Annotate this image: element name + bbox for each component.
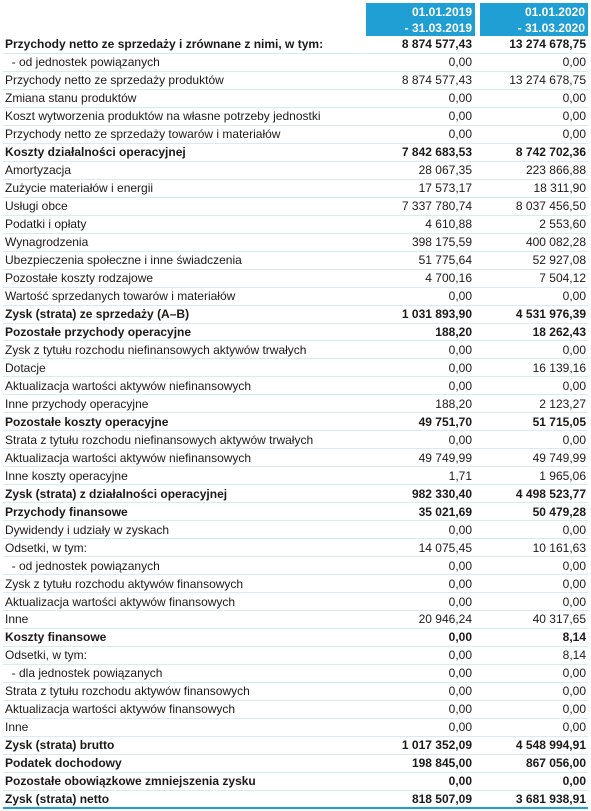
row-label: Wartość sprzedanych towarów i materiałów (5, 289, 236, 304)
value-2019: 0,00 (448, 109, 472, 124)
row-label: Przychody netto ze sprzedaży i zrównane z nimi, w tym: (5, 37, 324, 52)
value-2020: 4 531 976,39 (515, 307, 586, 322)
value-2019: 4 610,88 (425, 217, 472, 232)
row-label: Aktualizacja wartości aktywów niefinansowych (5, 378, 252, 393)
value-2020: 10 161,63 (532, 540, 586, 555)
row-label: Przychody netto ze sprzedaży towarów i materiałów (5, 127, 281, 142)
table-row (3, 449, 588, 467)
value-2020: 40 317,65 (532, 612, 586, 627)
table-row (3, 575, 588, 593)
table-row (3, 377, 588, 395)
value-2020: 13 274 678,75 (509, 73, 586, 88)
table-row (3, 36, 588, 54)
value-2019: 0,00 (448, 720, 472, 735)
table-row (3, 252, 588, 270)
table-row (3, 288, 588, 306)
row-label: Dotacje (5, 360, 46, 375)
value-2020: 4 548 994,91 (515, 738, 586, 753)
table-row (3, 162, 588, 180)
row-label: Zysk (strata) ze sprzedaży (A–B) (5, 307, 190, 322)
value-2020: 223 866,88 (525, 163, 586, 178)
value-2020: 0,00 (562, 576, 586, 591)
value-2019: 49 749,99 (418, 450, 472, 465)
row-label: Koszty działalności operacyjnej (5, 145, 186, 160)
row-label: - od jednostek powiązanych (5, 558, 160, 573)
table-row (3, 593, 588, 611)
table-row (3, 665, 588, 683)
table-row (3, 234, 588, 252)
table-row (3, 198, 588, 216)
value-2020: 18 311,90 (533, 181, 586, 196)
row-label: Koszt wytworzenia produktów na własne potrzeby jednostki (5, 109, 321, 124)
table-row (3, 359, 588, 377)
value-2020: 8 037 456,50 (515, 199, 586, 214)
table-row (3, 521, 588, 539)
table-row (3, 324, 588, 342)
table-row (3, 791, 588, 809)
row-label: Przychody netto ze sprzedaży produktów (5, 73, 224, 88)
row-label: Strata z tytułu rozchodu aktywów finansowych (5, 684, 250, 699)
row-label: Koszty finansowe (5, 630, 107, 645)
table-header (3, 3, 591, 36)
row-label: Zysk (strata) brutto (5, 738, 115, 753)
value-2019: 4 700,16 (425, 271, 472, 286)
row-label: - od jednostek powiązanych (5, 55, 160, 70)
value-2020: 867 056,00 (525, 756, 586, 771)
value-2020: 4 498 523,77 (515, 486, 586, 501)
row-label: Strata z tytułu rozchodu niefinansowych aktywów trwałych (5, 432, 314, 447)
value-2020: 0,00 (562, 432, 586, 447)
table-row (3, 72, 588, 90)
value-2019: 0,00 (448, 702, 472, 717)
value-2019: 188,20 (435, 396, 472, 411)
row-label: Przychody finansowe (5, 504, 128, 519)
row-label: Podatki i opłaty (5, 217, 87, 232)
table-row (3, 485, 588, 503)
value-2020: 0,00 (562, 702, 586, 717)
row-label: Zysk (strata) z działalności operacyjnej (5, 486, 228, 501)
row-label: Dywidendy i udziały w zyskach (5, 522, 170, 537)
row-label: Pozostałe przychody operacyjne (5, 324, 192, 339)
header-label-spacer (3, 3, 366, 36)
row-label: Wynagrodzenia (5, 235, 89, 250)
table-row (3, 467, 588, 485)
value-2020: 0,00 (562, 378, 586, 393)
row-label: Aktualizacja wartości aktywów finansowych (5, 702, 236, 717)
value-2019: 0,00 (448, 666, 472, 681)
value-2019: 0,00 (448, 432, 472, 447)
period-end-2020: - 31.03.2020 (517, 20, 585, 35)
table-row (3, 413, 588, 431)
value-2019: 1 017 352,09 (401, 738, 472, 753)
value-2020: 0,00 (562, 774, 586, 789)
value-2019: 198 845,00 (411, 756, 472, 771)
table-row (3, 54, 588, 72)
value-2019: 0,00 (448, 127, 472, 142)
period-start-2019: 01.01.2019 (411, 4, 472, 19)
row-label: Inne przychody operacyjne (5, 396, 149, 411)
value-2020: 0,00 (562, 127, 586, 142)
value-2019: 0,00 (448, 630, 472, 645)
value-2019: 982 330,40 (411, 486, 472, 501)
row-label: Pozostałe koszty operacyjne (5, 414, 169, 429)
value-2019: 398 175,59 (411, 235, 472, 250)
value-2019: 0,00 (448, 55, 472, 70)
table-row (3, 341, 588, 359)
value-2020: 3 681 938,91 (515, 791, 586, 806)
row-label: Zysk z tytułu rozchodu aktywów finansowych (5, 576, 244, 591)
value-2020: 49 749,99 (532, 450, 586, 465)
row-label: Aktualizacja wartości aktywów finansowych (5, 594, 236, 609)
table-row (3, 773, 588, 791)
table-row (3, 737, 588, 755)
value-2020: 0,00 (562, 666, 586, 681)
row-label: Zużycie materiałów i energii (5, 181, 154, 196)
table-row (3, 629, 588, 647)
period-header-2019 (366, 3, 475, 36)
table-row (3, 701, 588, 719)
table-row (3, 216, 588, 234)
table-row (3, 108, 588, 126)
table-row (3, 611, 588, 629)
value-2020: 0,00 (562, 109, 586, 124)
value-2020: 18 262,43 (532, 324, 586, 339)
value-2020: 13 274 678,75 (509, 37, 586, 52)
value-2020: 0,00 (562, 342, 586, 357)
value-2019: 14 075,45 (418, 540, 472, 555)
period-end-2019: - 31.03.2019 (404, 20, 472, 35)
value-2019: 0,00 (448, 774, 472, 789)
value-2019: 1,71 (448, 468, 472, 483)
value-2019: 0,00 (448, 378, 472, 393)
row-label: Odsetki, w tym: (5, 540, 88, 555)
value-2019: 49 751,70 (418, 414, 472, 429)
value-2019: 0,00 (448, 594, 472, 609)
value-2020: 51 715,05 (532, 414, 586, 429)
value-2019: 28 067,35 (418, 163, 472, 178)
value-2019: 7 842 683,53 (401, 145, 472, 160)
row-label: Podatek dochodowy (5, 756, 122, 771)
value-2020: 2 123,27 (539, 396, 586, 411)
value-2019: 0,00 (448, 522, 472, 537)
table-row (3, 90, 588, 108)
row-label: Zmiana stanu produktów (5, 91, 137, 106)
table-row (3, 719, 588, 737)
row-label: Usługi obce (5, 199, 68, 214)
table-row (3, 180, 588, 198)
table-row (3, 755, 588, 773)
value-2020: 0,00 (562, 720, 586, 735)
value-2019: 0,00 (448, 558, 472, 573)
value-2019: 0,00 (448, 684, 472, 699)
row-label: Zysk (strata) netto (5, 791, 110, 806)
row-label: Ubezpieczenia społeczne i inne świadczenia (5, 253, 242, 268)
table-row (3, 270, 588, 288)
table-row (3, 683, 588, 701)
value-2020: 0,00 (562, 594, 586, 609)
table-body (0, 36, 591, 809)
table-row (3, 431, 588, 449)
value-2020: 1 965,06 (539, 468, 586, 483)
row-label: Pozostałe obowiązkowe zmniejszenia zysku (5, 774, 256, 789)
value-2019: 7 337 780,74 (401, 199, 472, 214)
value-2019: 20 946,24 (418, 612, 472, 627)
value-2020: 7 504,12 (539, 271, 586, 286)
table-row (3, 395, 588, 413)
value-2020: 0,00 (562, 684, 586, 699)
value-2020: 0,00 (562, 558, 586, 573)
value-2019: 0,00 (448, 648, 472, 663)
value-2019: 0,00 (448, 289, 472, 304)
value-2019: 35 021,69 (418, 504, 472, 519)
row-label: Aktualizacja wartości aktywów niefinansowych (5, 450, 252, 465)
table-row (3, 503, 588, 521)
row-label: Pozostałe koszty rodzajowe (5, 271, 154, 286)
value-2019: 0,00 (448, 576, 472, 591)
value-2020: 0,00 (562, 522, 586, 537)
row-label: Zysk z tytułu rozchodu niefinansowych aktywów trwałych (5, 342, 307, 357)
value-2020: 50 479,28 (532, 504, 586, 519)
value-2019: 0,00 (448, 91, 472, 106)
row-label: Inne koszty operacyjne (5, 468, 128, 483)
value-2020: 52 927,08 (532, 253, 586, 268)
value-2020: 8,14 (562, 630, 586, 645)
value-2019: 17 573,17 (418, 181, 472, 196)
value-2020: 2 553,60 (539, 217, 586, 232)
value-2019: 818 507,09 (411, 791, 472, 806)
value-2020: 8 742 702,36 (515, 145, 586, 160)
value-2020: 400 082,28 (525, 235, 586, 250)
table-row (3, 557, 588, 575)
value-2019: 8 874 577,43 (401, 73, 472, 88)
value-2019: 0,00 (448, 360, 472, 375)
value-2020: 0,00 (562, 55, 586, 70)
value-2020: 16 139,16 (532, 360, 586, 375)
table-row (3, 539, 588, 557)
value-2019: 51 775,64 (418, 253, 472, 268)
table-row (3, 306, 588, 324)
value-2019: 0,00 (448, 342, 472, 357)
row-label: Inne (5, 612, 29, 627)
value-2020: 0,00 (562, 91, 586, 106)
table-row (3, 647, 588, 665)
row-label: - dla jednostek powiązanych (5, 666, 163, 681)
period-header-2020 (480, 3, 588, 36)
table-row (3, 144, 588, 162)
value-2019: 1 031 893,90 (401, 307, 472, 322)
table-row (3, 126, 588, 144)
row-label: Amortyzacja (5, 163, 72, 178)
value-2019: 8 874 577,43 (401, 37, 472, 52)
value-2020: 0,00 (562, 289, 586, 304)
period-start-2020: 01.01.2020 (524, 4, 585, 19)
row-label: Inne (5, 720, 29, 735)
value-2020: 8,14 (562, 648, 586, 663)
row-label: Odsetki, w tym: (5, 648, 88, 663)
value-2019: 188,20 (435, 324, 472, 339)
